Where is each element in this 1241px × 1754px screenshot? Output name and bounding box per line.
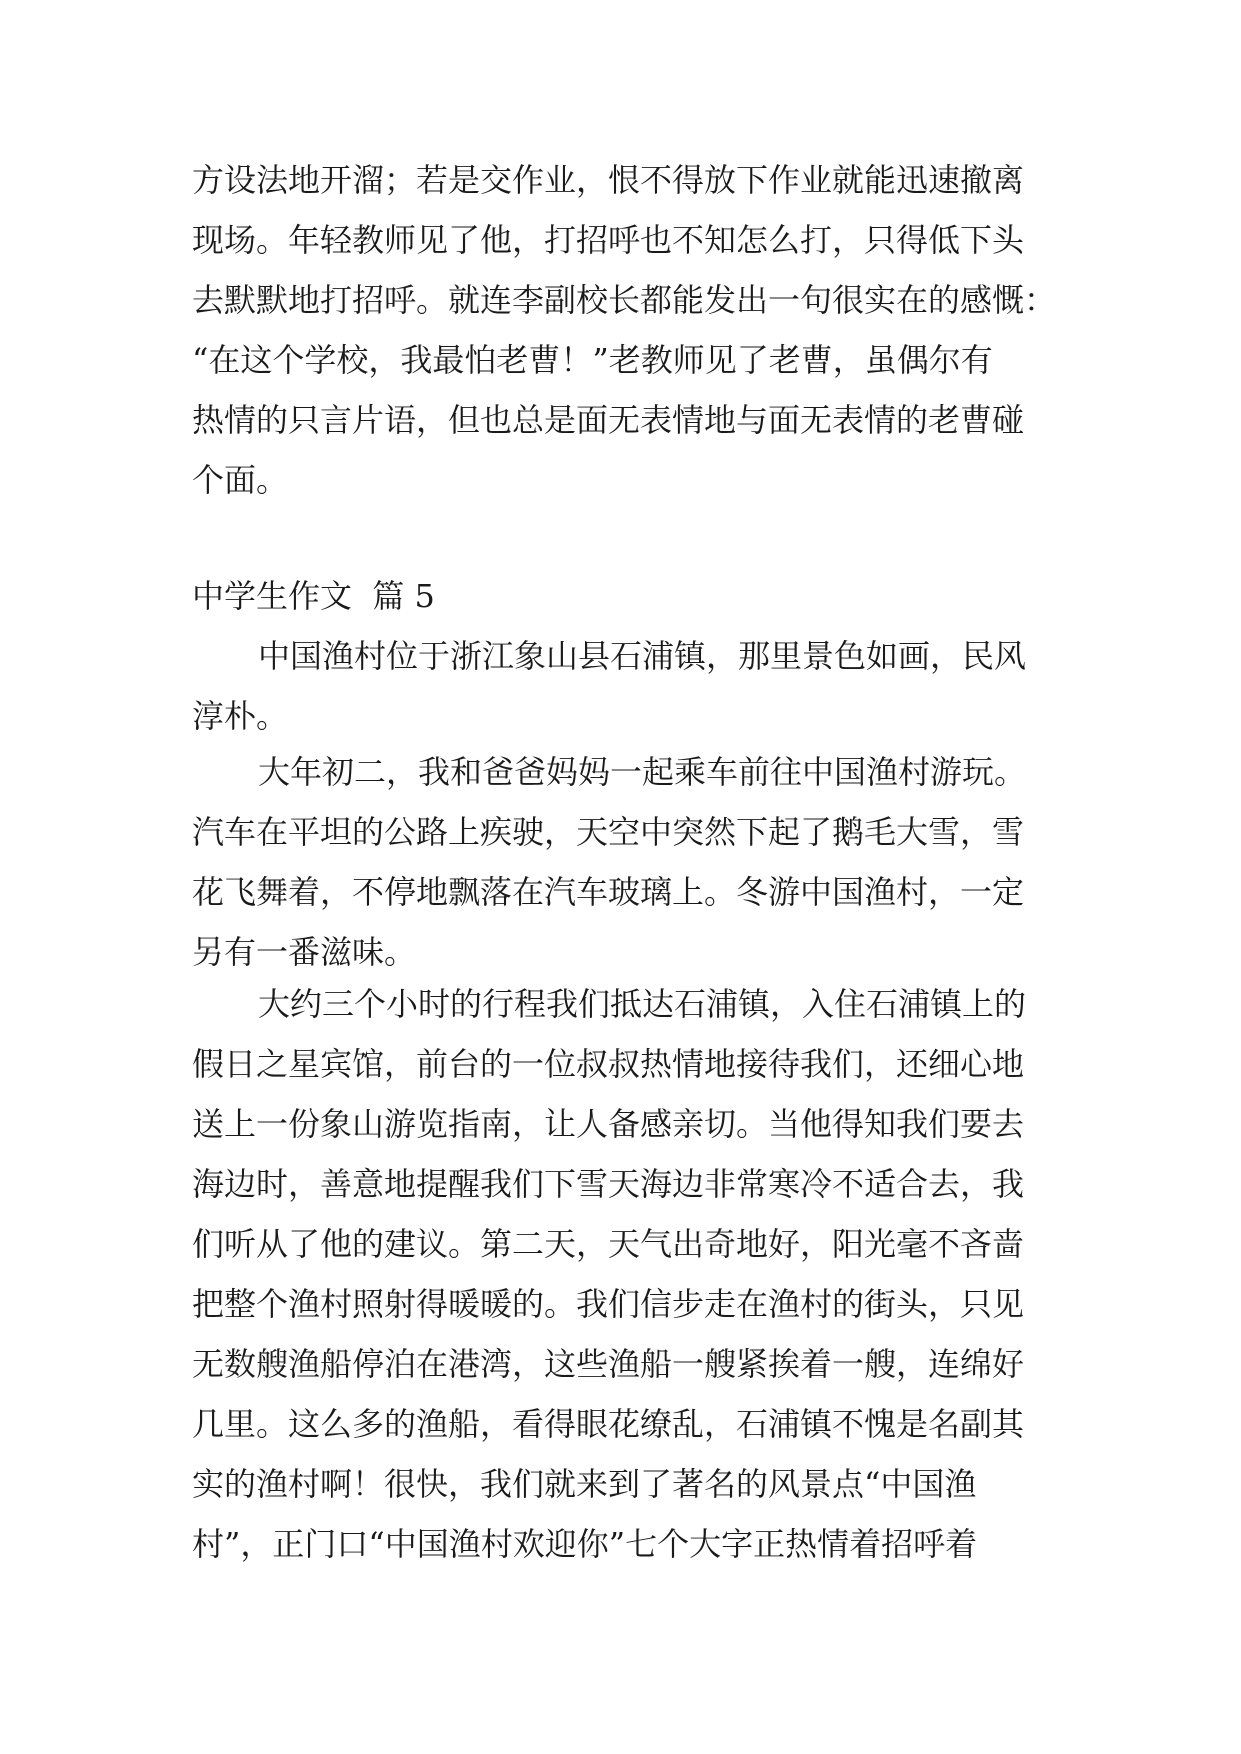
text-line: 大年初二，我和爸爸妈妈一起乘车前往中国渔村游玩。: [258, 753, 1027, 791]
text-line: 假日之星宾馆，前台的一位叔叔热情地接待我们，还细心地: [192, 1045, 1025, 1083]
text-line: 现场。年轻教师见了他，打招呼也不知怎么打，只得低下头: [192, 221, 1025, 259]
text-line: 实的渔村啊！很快，我们就来到了著名的风景点“中国渔: [192, 1465, 977, 1503]
continued-paragraph: [192, 150, 1062, 510]
text-line: 方设法地开溜；若是交作业，恨不得放下作业就能迅速撤离: [192, 161, 1025, 199]
text-line: 海边时，善意地提醒我们下雪天海边非常寒冷不适合去，我: [192, 1165, 1025, 1203]
text-line: 另有一番滋味。: [192, 933, 417, 971]
text-line: 花飞舞着，不停地飘落在汽车玻璃上。冬游中国渔村，一定: [192, 873, 1025, 911]
text-line: “在这个学校，我最怕老曹！”老教师见了老曹，虽偶尔有: [192, 341, 993, 379]
text-line: 几里。这么多的渔船，看得眼花缭乱，石浦镇不愧是名副其: [192, 1405, 1025, 1443]
section-heading-block: [192, 566, 1062, 626]
paragraph-3: [192, 974, 1062, 1574]
text-line: 送上一份象山游览指南，让人备感亲切。当他得知我们要去: [192, 1105, 1025, 1143]
text-line: 中国渔村位于浙江象山县石浦镇，那里景色如画，民风: [258, 637, 1027, 675]
section-heading: 中学生作文 篇 5: [192, 577, 435, 615]
text-line: 汽车在平坦的公路上疾驶，天空中突然下起了鹅毛大雪，雪: [192, 813, 1025, 851]
paragraph-1: [192, 626, 1062, 746]
text-line: 无数艘渔船停泊在港湾，这些渔船一艘紧挨着一艘，连绵好: [192, 1345, 1025, 1383]
text-line: 热情的只言片语，但也总是面无表情地与面无表情的老曹碰: [192, 401, 1025, 439]
text-line: 村”，正门口“中国渔村欢迎你”七个大字正热情着招呼着: [192, 1525, 978, 1563]
text-line: 们听从了他的建议。第二天，天气出奇地好，阳光毫不吝啬: [192, 1225, 1025, 1263]
text-line: 淳朴。: [192, 697, 289, 735]
text-line: 大约三个小时的行程我们抵达石浦镇，入住石浦镇上的: [258, 985, 1027, 1023]
paragraph-2: [192, 742, 1062, 982]
text-line: 个面。: [192, 461, 289, 499]
text-line: 去默默地打招呼。就连李副校长都能发出一句很实在的感慨：: [192, 281, 1057, 319]
text-line: 把整个渔村照射得暖暖的。我们信步走在渔村的街头，只见: [192, 1285, 1025, 1323]
